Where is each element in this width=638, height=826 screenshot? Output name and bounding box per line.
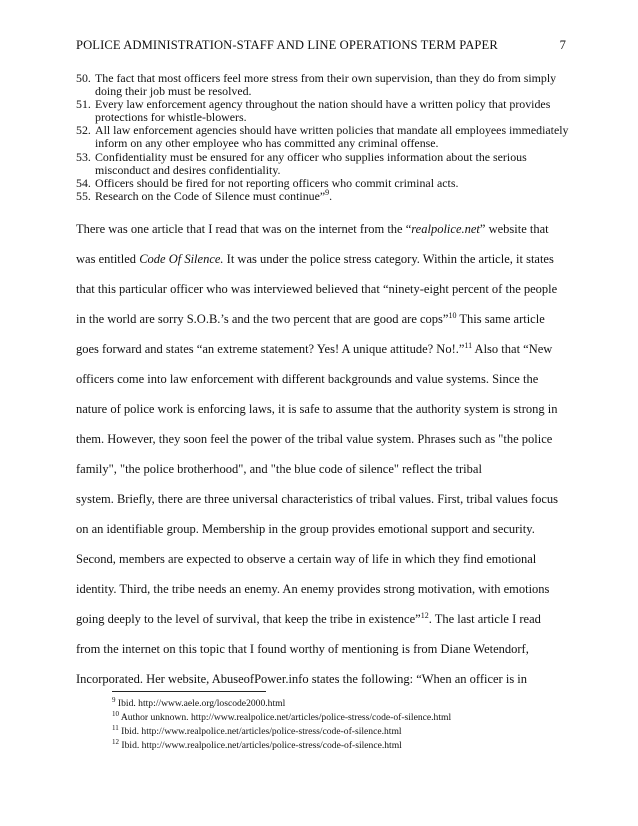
body-line: system. Briefly, there are three universal characteristics of tribal values. First, tribal values focus [76, 492, 559, 506]
body-line: Incorporated. Her website, AbuseofPower.info states the following: “When an officer is in [76, 672, 528, 686]
list-item-number: 51. [76, 97, 91, 112]
list-item-text: Research on the Code of Silence must continue” [95, 188, 326, 203]
body-line [76, 312, 545, 327]
text-run: in the world are sorry S.O.B.’s and the two percent that are good are cops” [76, 312, 449, 326]
footnote-number: 11 [112, 723, 119, 732]
header-title: POLICE ADMINISTRATION-STAFF AND LINE OPERATIONS TERM PAPER [76, 38, 498, 52]
text-run: It was under the police stress category. Within the article, it states [223, 252, 554, 266]
footnote-number: 9 [112, 695, 116, 704]
footnote-number: 12 [112, 737, 119, 746]
footnote-text: Ibid. http://www.realpolice.net/articles/police-stress/code-of-silence.html [121, 726, 402, 737]
list-item [76, 72, 576, 98]
footnote-ref: 10 [448, 310, 457, 320]
numbered-list [76, 72, 576, 203]
footnote [112, 695, 286, 709]
footnote-ref: 12 [420, 610, 429, 620]
list-item-number: 52. [76, 123, 91, 138]
list-item-number: 55. [76, 188, 91, 203]
footnote [112, 723, 402, 737]
list-item [76, 187, 576, 203]
body-line [76, 342, 552, 357]
footnote-text: Ibid. http://www.aele.org/loscode2000.html [117, 698, 286, 709]
body-line [76, 252, 554, 267]
italic-run: realpolice.net [411, 222, 480, 236]
text-run: There was one article that I read that was on the internet from the “ [76, 222, 412, 236]
body-line: officers come into law enforcement with different backgrounds and value systems. Since the [76, 372, 539, 386]
page-number: 7 [559, 38, 566, 52]
body-line [76, 612, 541, 627]
body-line: family", "the police brotherhood", and "the blue code of silence" reflect the tribal [76, 462, 482, 476]
footnote [112, 709, 452, 723]
footnote-ref: 9 [325, 187, 330, 197]
list-item [76, 151, 576, 177]
list-item-text-end: . [329, 188, 333, 203]
text-run: going deeply to the level of survival, that keep the tribe in existence” [76, 612, 421, 626]
body-line: that this particular officer who was interviewed believed that “ninety-eight percent of the people [76, 282, 558, 296]
list-item-number: 53. [76, 149, 91, 164]
list-item-text: Every law enforcement agency throughout the nation should have a written policy that provides protections for whistle-blowers. [95, 97, 551, 125]
body-line [76, 222, 549, 237]
body-line: on an identifiable group. Membership in the group provides emotional support and security. [76, 522, 535, 536]
list-item-number: 50. [76, 71, 91, 85]
footnote-ref: 11 [464, 340, 473, 350]
list-item-text: Officers should be fired for not reporting officers who commit criminal acts. [95, 175, 459, 190]
body-line: Second, members are expected to observe a certain way of life in which they find emotional [76, 552, 537, 566]
list-item-text: Confidentiality must be ensured for any officer who supplies information about the serious misconduct and desires confidentiality. [95, 149, 527, 177]
body-line: nature of police work is enforcing laws, it is safe to assume that the authority system is strong in [76, 402, 558, 416]
text-run: This same article [456, 312, 545, 326]
body-line: identity. Third, the tribe needs an enemy. An enemy provides strong motivation, with emotions [76, 582, 550, 596]
list-item-number: 54. [76, 175, 91, 190]
footnote-number: 10 [112, 709, 119, 718]
footnote-divider [112, 691, 266, 692]
list-item-text: The fact that most officers feel more stress from their own supervision, than they do from simply doing their job must be resolved. [95, 71, 557, 99]
list-item-text: All law enforcement agencies should have written policies that mandate all employees immediately inform on any other employee who has committed any criminal offense. [95, 123, 569, 151]
text-run: Also that “New [472, 342, 553, 356]
footnote-text: Ibid. http://www.realpolice.net/articles/police-stress/code-of-silence.html [121, 740, 402, 751]
list-item [76, 124, 576, 150]
text-run: ” website that [479, 222, 549, 236]
footnote-text: Author unknown. http://www.realpolice.net/articles/police-stress/code-of-silence.html [120, 712, 452, 723]
list-item [76, 98, 576, 124]
text-run: goes forward and states “an extreme statement? Yes! A unique attitude? No!.” [76, 342, 465, 356]
body-line: from the internet on this topic that I found worthy of mentioning is from Diane Wetendorf, [76, 642, 529, 656]
text-run: . The last article I read [428, 612, 541, 626]
text-run: was entitled [76, 252, 140, 266]
italic-run: Code Of Silence. [139, 252, 224, 266]
body-line: them. However, they soon feel the power of the tribal value system. Phrases such as "the police [76, 432, 553, 446]
footnote [112, 737, 402, 751]
